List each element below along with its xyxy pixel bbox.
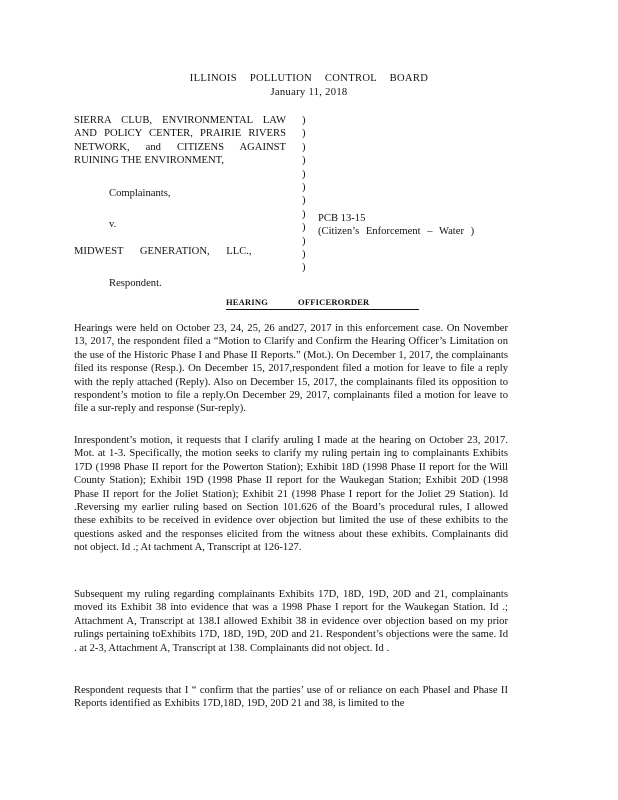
body-paragraph: Subsequent my ruling regarding complainants Exhibits 17D, 18D, 19D, 20D and 21, complainants moved its Exhibit 38 into evidence that was a 1998 Phase I report for the Waukegan Station. Id .; Attachment A, Transcript at 138.I allowed Exhibit 38 in evidence over objection based on my prior rulings pertaining toExhibits 17D, 18D, 19D, 20D and 21. Respondent’s objections were the same. Id . at 2-3, Attachment A, Transcript at 138. Complainants did not object. Id .: [74, 589, 508, 654]
versus-label: v.: [109, 219, 117, 231]
complainants-label: Complainants,: [109, 188, 171, 200]
agency-heading: ILLINOIS POLLUTION CONTROL BOARD: [189, 73, 429, 84]
complainant-line: AND POLICY CENTER, PRAIRIE RIVERS: [74, 128, 286, 140]
body-paragraph: Respondent requests that I “ confirm that the parties’ use of or reliance on each PhaseI and Phase II Reports identified as Exhibits 17D,18D, 19D, 20D 21 and 38, is limited to the: [74, 685, 508, 710]
body-paragraph: Hearings were held on October 23, 24, 25, 26 and27, 2017 in this enforcement case. On November 13, 2017, the respondent filed a “Motion to Clarify and Confirm the Hearing Officer’s Limitation on the use of the Historic Phase I and Phase II Reports.” (Mot.). On December 1, 2017, the complainants filed its response (Resp.). On December 15, 2017,respondent filed a motion for leave to file a reply with the reply attached (Reply). Also on December 15, 2017, the complainants filed its opposition to respondent’s motion to file a reply.On December 29, 2017, complainants filed a motion for leave to file a sur-reply and response (Sur-reply).: [74, 323, 508, 415]
order-date: January 11, 2018: [270, 87, 348, 98]
body-paragraph: Inrespondent’s motion, it requests that I clarify aruling I made at the hearing on October 23, 2017. Mot. at 1-3. Specifically, the motion seeks to clarify my ruling pertain ing to complainants Exhibits 17D (1998 Phase II report for the Powerton Station); Exhibit 18D (1998 Phase II report for the Will County Station); Exhibit 19D (1998 Phase II report for the Waukegan Station; Exhibit 20D (1998 Phase II report for the Joliet Station); Exhibit 21 (1998 Phase I report for the Joliet 29 Station). Id .Reversing my earlier ruling based on Section 101.626 of the Board’s procedural rules, I allowed these exhibits to be received in evidence over objection but limited the use of these exhibits to the questions asked and the responses elicited from the witness about these exhibits. Complainants did not object. Id .; At tachment A, Transcript at 126-127.: [74, 435, 508, 554]
case-caption: [74, 114, 554, 289]
order-title-word: OFFICERORDER: [298, 297, 370, 307]
caption-parentheses: ) ) ) ) ) ) ) ) ) ) ) ): [302, 115, 306, 274]
caption-parties: [74, 114, 304, 290]
respondent-label: Respondent.: [109, 277, 162, 289]
case-identifier: [318, 212, 558, 239]
complainant-line: RUINING THE ENVIRONMENT,: [74, 155, 224, 167]
case-number: PCB 13-15: [318, 213, 366, 224]
respondent-name: MIDWEST GENERATION, LLC.,: [74, 246, 252, 258]
complainant-line: SIERRA CLUB, ENVIRONMENTAL LAW: [74, 115, 286, 126]
order-title-word: HEARING: [226, 297, 269, 307]
case-type: (Citizen’s Enforcement – Water ): [318, 226, 475, 238]
complainant-line: NETWORK, and CITIZENS AGAINST: [74, 141, 286, 153]
order-title: [226, 296, 419, 310]
